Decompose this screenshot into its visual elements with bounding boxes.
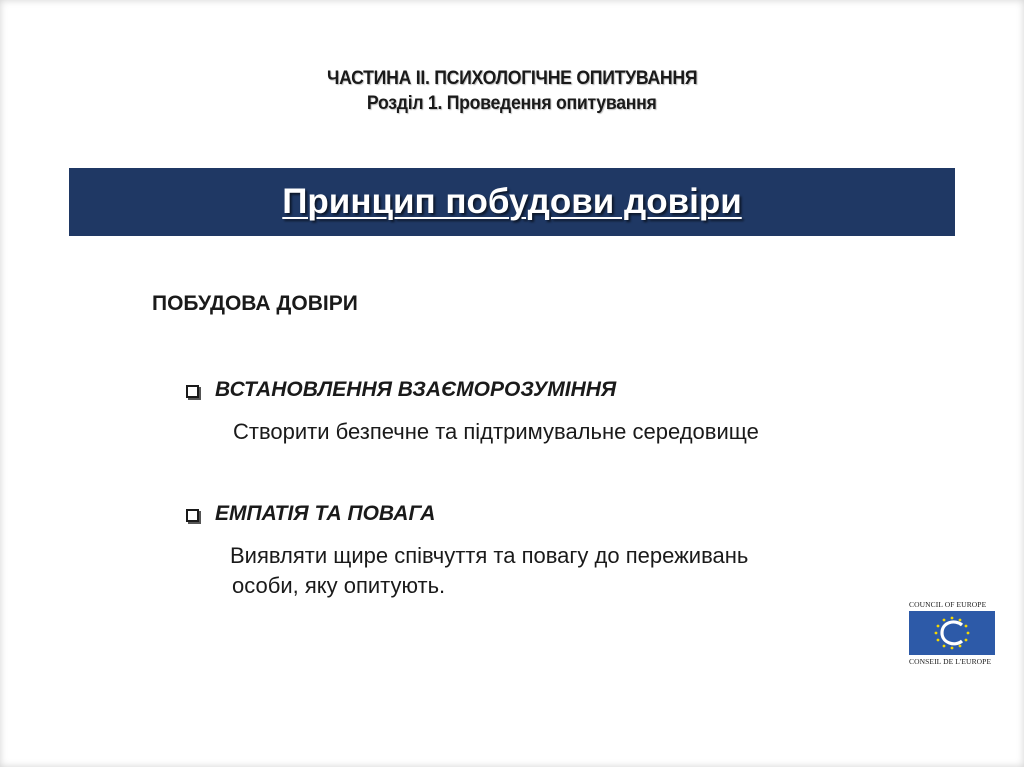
bullet-item-2: [186, 502, 435, 526]
slide-header: [0, 68, 1024, 115]
stars-circle-icon: [922, 613, 982, 653]
header-part-title: ЧАСТИНА ІІ. ПСИХОЛОГІЧНЕ ОПИТУВАННЯ: [326, 68, 698, 89]
checkbox-bullet-icon: [186, 509, 199, 522]
bullet-item-1: [186, 378, 616, 402]
logo-top-text: COUNCIL OF EUROPE: [909, 600, 987, 609]
logo-emblem: [909, 611, 995, 655]
banner-title: Принцип побудови довіри: [282, 182, 742, 221]
bullet-description-line: особи, яку опитують.: [232, 573, 446, 598]
council-of-europe-logo: [909, 600, 1001, 666]
bullet-title: ЕМПАТІЯ ТА ПОВАГА: [215, 502, 436, 525]
title-banner: [69, 168, 955, 236]
bullet-description: [233, 417, 759, 447]
bullet-description: [230, 541, 748, 601]
section-title: ПОБУДОВА ДОВІРИ: [152, 292, 358, 315]
logo-bottom-text: CONSEIL DE L'EUROPE: [909, 657, 992, 666]
bullet-description-line: Виявляти щире співчуття та повагу до переживань: [230, 543, 749, 568]
header-section-title: Розділ 1. Проведення опитування: [367, 93, 657, 114]
bullet-description-line: Створити безпечне та підтримувальне середовище: [233, 419, 759, 444]
bullet-title: ВСТАНОВЛЕННЯ ВЗАЄМОРОЗУМІННЯ: [215, 378, 617, 401]
checkbox-bullet-icon: [186, 385, 199, 398]
